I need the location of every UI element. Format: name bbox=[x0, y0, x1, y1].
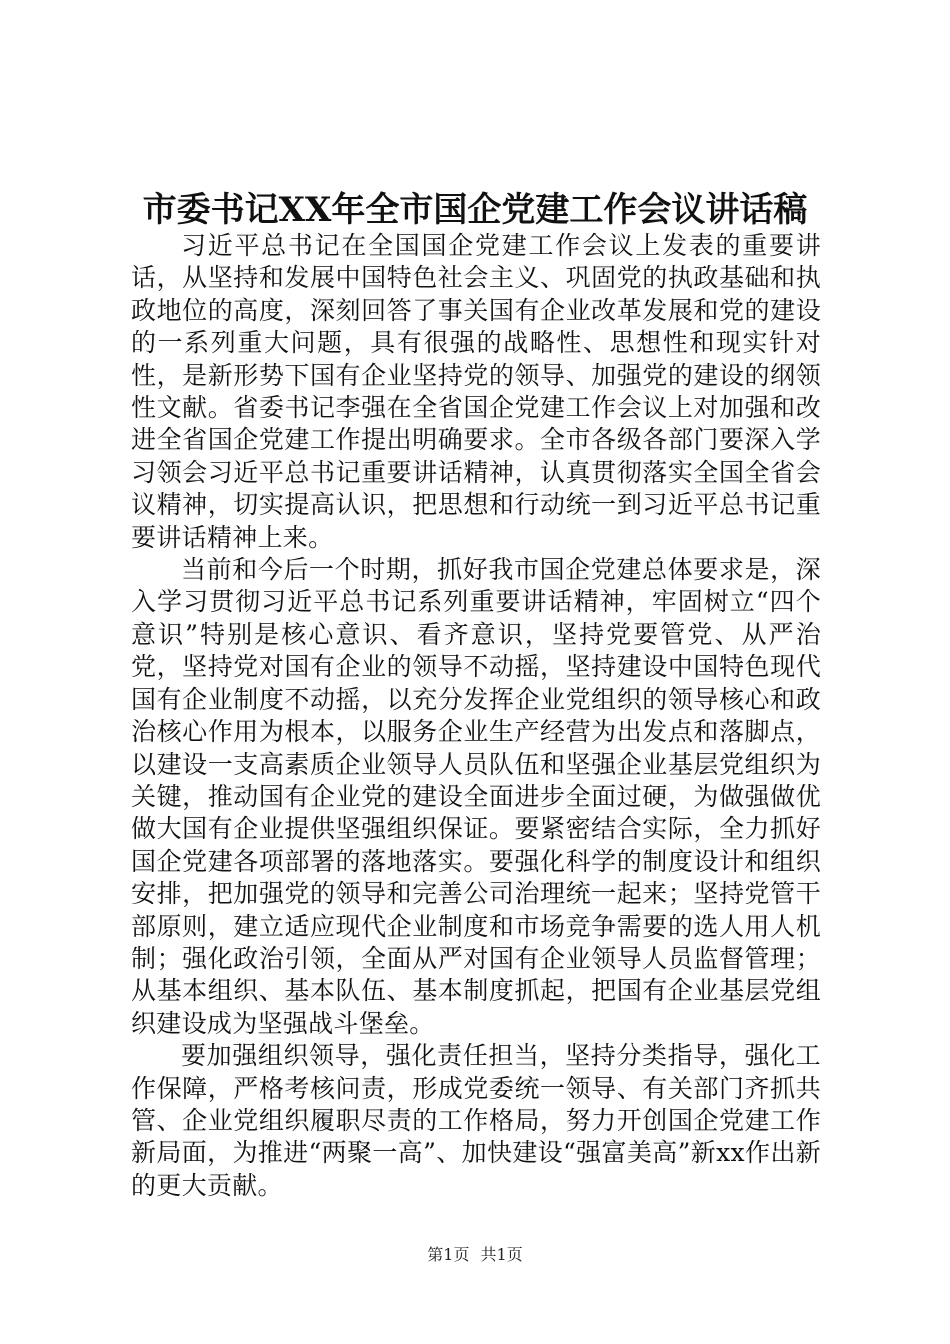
page-number: 第1页 bbox=[427, 1245, 470, 1264]
page-total: 共1页 bbox=[480, 1245, 523, 1264]
body-paragraph-3: 要加强组织领导，强化责任担当，坚持分类指导，强化工作保障，严格考核问责，形成党委统一领导、有关部门齐抓共管、企业党组织履职尽责的工作格局，努力开创国企党建工作新局面，为推进“两聚一高”、加快建设“强富美高”新xx作出新的更大贡献。 bbox=[131, 1041, 821, 1200]
document-body bbox=[131, 230, 821, 1202]
page-footer bbox=[0, 1244, 950, 1266]
document-title: 市委书记XX年全市国企党建工作会议讲话稿 bbox=[142, 190, 808, 230]
body-paragraph-2: 当前和今后一个时期，抓好我市国企党建总体要求是，深入学习贯彻习近平总书记系列重要讲话精神，牢固树立“四个意识”特别是核心意识、看齐意识，坚持党要管党、从严治党，坚持党对国有企业的领导不动摇，坚持建设中国特色现代国有企业制度不动摇，以充分发挥企业党组织的领导核心和政治核心作用为根本，以服务企业生产经营为出发点和落脚点，以建设一支高素质企业领导人员队伍和坚强企业基层党组织为关键，推动国有企业党的建设全面进步全面过硬，为做强做优做大国有企业提供坚强组织保证。要紧密结合实际，全力抓好国企党建各项部署的落地落实。要强化科学的制度设计和组织安排，把加强党的领导和完善公司治理统一起来；坚持党管干部原则，建立适应现代企业制度和市场竞争需要的选人用人机制；强化政治引领，全面从严对国有企业领导人员监督管理；从基本组织、基本队伍、基本制度抓起，把国有企业基层党组织建设成为坚强战斗堡垒。 bbox=[131, 555, 821, 1038]
body-paragraph-1: 习近平总书记在全国国企党建工作会议上发表的重要讲话，从坚持和发展中国特色社会主义、巩固党的执政基础和执政地位的高度，深刻回答了事关国有企业改革发展和党的建设的一系列重大问题，具有很强的战略性、思想性和现实针对性，是新形势下国有企业坚持党的领导、加强党的建设的纲领性文献。省委书记李强在全省国企党建工作会议上对加强和改进全省国企党建工作提出明确要求。全市各级各部门要深入学习领会习近平总书记重要讲话精神，认真贯彻落实全国全省会议精神，切实提高认识，把思想和行动统一到习近平总书记重要讲话精神上来。 bbox=[131, 231, 821, 552]
